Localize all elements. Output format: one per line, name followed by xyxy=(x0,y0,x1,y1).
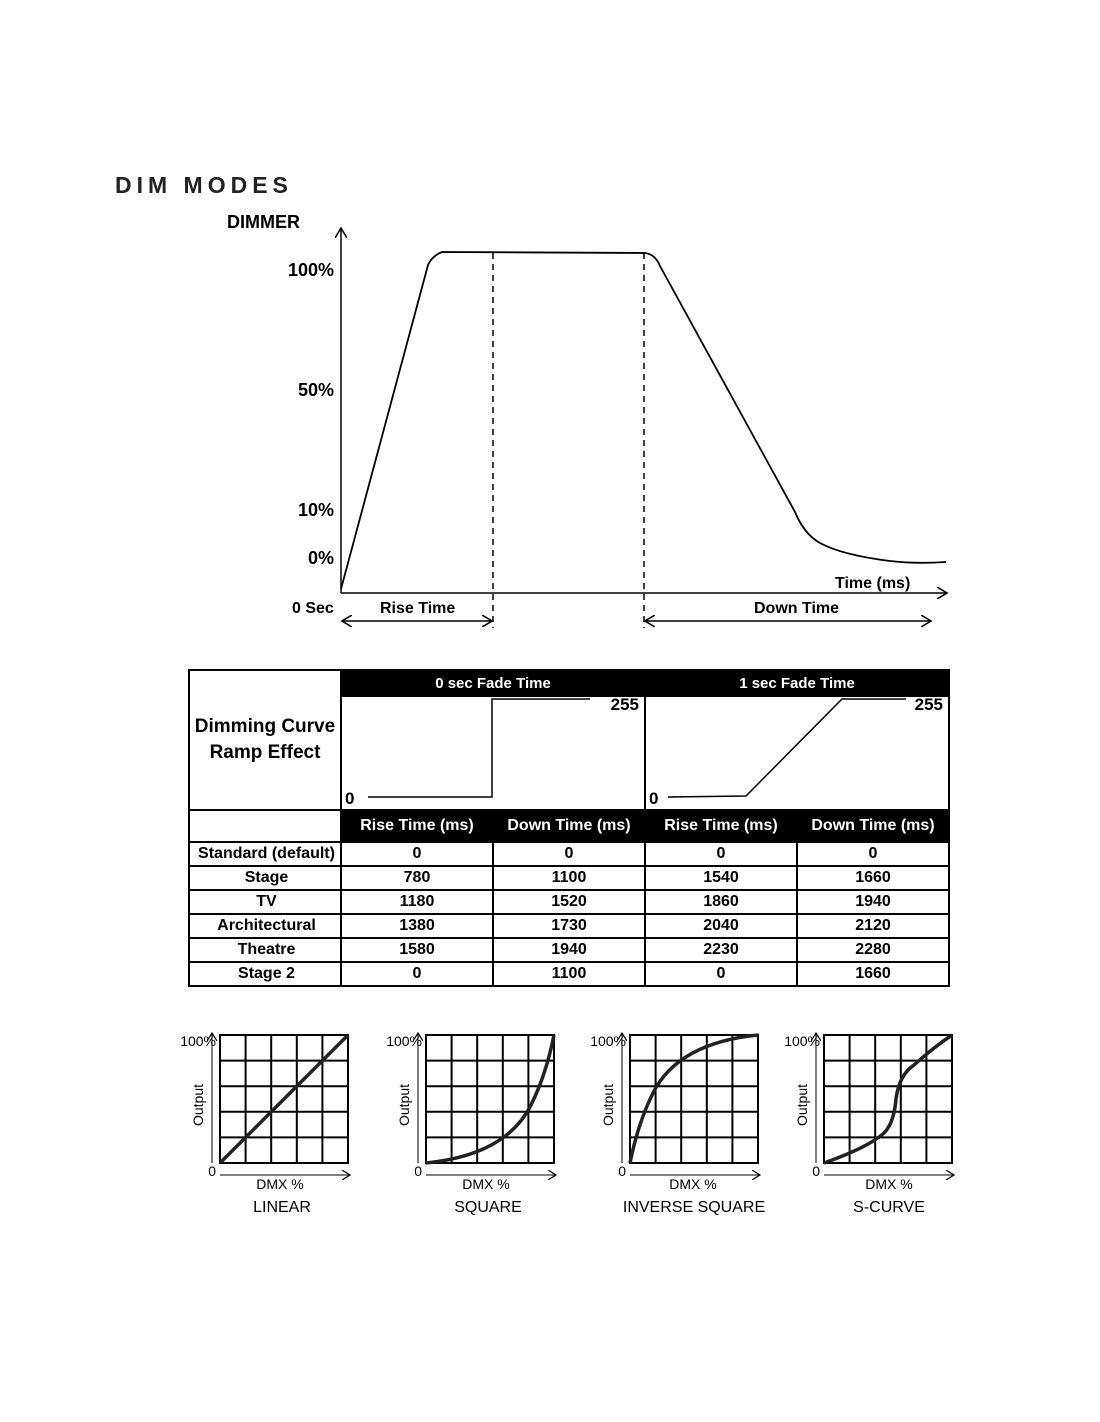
y-tick-100: 100% xyxy=(287,260,334,280)
cell: 1540 xyxy=(645,866,797,890)
cell: 1580 xyxy=(341,938,493,962)
cell: 1100 xyxy=(493,962,645,986)
fade1-curve xyxy=(646,697,948,809)
ramp-label-line1: Dimming Curve xyxy=(194,716,336,737)
cell: 1660 xyxy=(797,962,949,986)
ramp-effect-label xyxy=(189,670,341,810)
inverse-square-curve-chart xyxy=(590,1033,765,1216)
cell: 2120 xyxy=(797,914,949,938)
cell: 1180 xyxy=(341,890,493,914)
cell: 1940 xyxy=(493,938,645,962)
cell: 1520 xyxy=(493,890,645,914)
dimmer-chart xyxy=(0,0,1100,650)
section-title: DIM MODES xyxy=(115,172,293,198)
fade0-low-label: 0 xyxy=(345,789,355,808)
dmx-label: DMX % xyxy=(669,1176,717,1192)
fade1-header: 1 sec Fade Time xyxy=(645,670,949,696)
dmx-label: DMX % xyxy=(256,1176,304,1192)
y-bottom-label: 0 xyxy=(208,1163,216,1179)
dmx-label: DMX % xyxy=(462,1176,510,1192)
output-label: Output xyxy=(190,1083,206,1127)
s-curve-line xyxy=(824,1035,952,1163)
cell: 1660 xyxy=(797,866,949,890)
inverse-square-curve-line xyxy=(630,1035,758,1163)
cell: 0 xyxy=(341,962,493,986)
col-header: Rise Time (ms) xyxy=(645,810,797,842)
y-bottom-label: 0 xyxy=(618,1163,626,1179)
y-top-label: 100% xyxy=(386,1033,422,1049)
y-tick-0: 0% xyxy=(307,548,334,568)
fade1-high-label: 255 xyxy=(914,697,943,714)
table-row xyxy=(189,842,949,866)
cell: 0 xyxy=(645,842,797,866)
s-curve-chart xyxy=(784,1033,954,1216)
table-row xyxy=(189,866,949,890)
curve-name: LINEAR xyxy=(253,1199,311,1216)
cell: 780 xyxy=(341,866,493,890)
output-label: Output xyxy=(600,1083,616,1127)
y-axis-title: DIMMER xyxy=(227,212,300,232)
dimming-curve-charts xyxy=(0,1020,1100,1230)
curve-name: INVERSE SQUARE xyxy=(622,1199,766,1216)
output-label: Output xyxy=(794,1083,810,1127)
y-top-label: 100% xyxy=(180,1033,216,1049)
y-bottom-label: 0 xyxy=(414,1163,422,1179)
curve-name: SQUARE xyxy=(454,1199,522,1216)
ramp-label-line2: Ramp Effect xyxy=(209,742,321,763)
row-name: Standard (default) xyxy=(189,842,341,866)
output-label: Output xyxy=(396,1083,412,1127)
fade1-curve-cell xyxy=(645,696,949,810)
cell: 1940 xyxy=(797,890,949,914)
fade0-header: 0 sec Fade Time xyxy=(341,670,645,696)
row-name: Architectural xyxy=(189,914,341,938)
y-tick-50: 50% xyxy=(297,380,334,400)
table-row xyxy=(189,938,949,962)
col-header: Down Time (ms) xyxy=(797,810,949,842)
cell: 2230 xyxy=(645,938,797,962)
x-axis-title: Time (ms) xyxy=(835,575,911,592)
cell: 0 xyxy=(341,842,493,866)
cell: 2040 xyxy=(645,914,797,938)
fade1-low-label: 0 xyxy=(649,789,659,808)
table-row xyxy=(189,890,949,914)
linear-curve-chart xyxy=(180,1033,350,1216)
fade0-curve xyxy=(342,697,644,809)
cell: 0 xyxy=(645,962,797,986)
square-curve-line xyxy=(426,1035,554,1163)
down-time-label: Down Time xyxy=(754,600,840,617)
col-header: Rise Time (ms) xyxy=(341,810,493,842)
y-tick-10: 10% xyxy=(297,500,334,520)
cell: 1100 xyxy=(493,866,645,890)
rise-time-label: Rise Time xyxy=(380,600,456,617)
origin-label: 0 Sec xyxy=(292,600,334,617)
chart-grid xyxy=(824,1035,952,1163)
square-curve-chart xyxy=(386,1033,556,1216)
cell: 1730 xyxy=(493,914,645,938)
table-row xyxy=(189,914,949,938)
cell: 2280 xyxy=(797,938,949,962)
row-name: Stage xyxy=(189,866,341,890)
fade0-curve-cell xyxy=(341,696,645,810)
ramp-table xyxy=(188,669,950,987)
y-top-label: 100% xyxy=(784,1033,820,1049)
row-name: Stage 2 xyxy=(189,962,341,986)
row-name: TV xyxy=(189,890,341,914)
cell: 1860 xyxy=(645,890,797,914)
linear-curve-line xyxy=(220,1035,348,1163)
empty-header-cell xyxy=(189,810,341,842)
cell: 1380 xyxy=(341,914,493,938)
cell: 0 xyxy=(493,842,645,866)
fade0-high-label: 255 xyxy=(610,697,639,714)
col-header: Down Time (ms) xyxy=(493,810,645,842)
table-row xyxy=(189,962,949,986)
y-bottom-label: 0 xyxy=(812,1163,820,1179)
y-top-label: 100% xyxy=(590,1033,626,1049)
dmx-label: DMX % xyxy=(865,1176,913,1192)
row-name: Theatre xyxy=(189,938,341,962)
cell: 0 xyxy=(797,842,949,866)
curve-name: S-CURVE xyxy=(853,1199,925,1216)
